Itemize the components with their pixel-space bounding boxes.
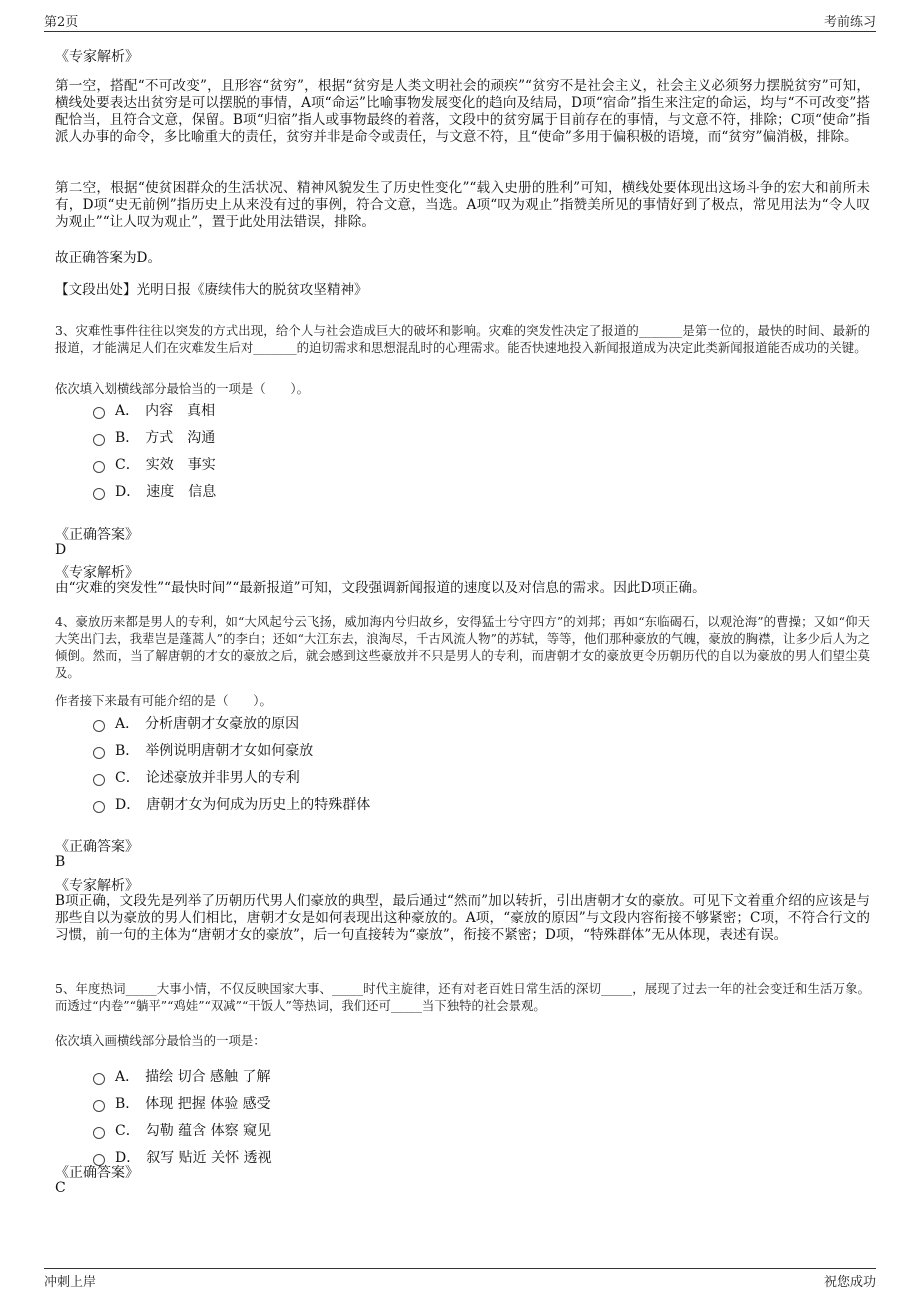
radio-icon[interactable] <box>93 774 105 786</box>
question-prompt: 作者接下来最有可能介绍的是（ ）。 <box>55 693 272 708</box>
correct-answer: C <box>55 1180 66 1196</box>
analysis-paragraph: 由“灾难的突发性”“最快时间”“最新报道”可知，文段强调新闻报道的速度以及对信息的需求。因此D项正确。 <box>55 580 706 596</box>
conclusion-text: 故正确答案为D。 <box>55 250 162 266</box>
option-a[interactable]: A． 内容 真相 <box>93 396 793 423</box>
option-b[interactable]: B． 体现 把握 体验 感受 <box>93 1089 793 1116</box>
radio-icon[interactable] <box>93 1073 105 1085</box>
radio-icon[interactable] <box>93 434 105 446</box>
option-c[interactable]: C． 实效 事实 <box>93 450 793 477</box>
question-text: 3、灾难性事件往往以突发的方式出现，给个人与社会造成巨大的破坏和影响。灾难的突发性决定了报道的_______是第一位的，最快的时间、最新的报道，才能满足人们在灾难发生后对_______的迫切需求和思想混乱时的心理需求。能否快速地投入新闻报道成为决定此类新闻报道能否成功的关键。 <box>55 323 870 355</box>
analysis-label: 《专家解析》 <box>55 49 139 65</box>
footer-left: 冲刺上岸 <box>44 1275 97 1290</box>
radio-icon[interactable] <box>93 461 105 473</box>
question-text: 4、豪放历来都是男人的专利，如“大风起兮云飞扬，威加海内兮归故乡，安得猛士兮守四方”的刘邦；再如“东临碣石，以观沧海”的曹操；又如“仰天大笑出门去，我辈岂是蓬蒿人”的李白；还如“大江东去，浪淘尽，千古风流人物”的苏轼，等等，他们那种豪放的气魄，豪放的胸襟，让多少后人为之倾倒。然而，当了解唐朝的才女的豪放之后，就会感到这些豪放并不只是男人的专利，而唐朝才女的豪放更令历朝历代的自以为豪放的男人们望尘莫及。 <box>55 614 870 680</box>
option-list <box>93 1062 793 1170</box>
radio-icon[interactable] <box>93 1100 105 1112</box>
radio-icon[interactable] <box>93 720 105 732</box>
option-d[interactable]: D． 速度 信息 <box>93 477 793 504</box>
question-prompt: 依次填入画横线部分最恰当的一项是： <box>55 1033 266 1048</box>
page-number: 第2页 <box>44 15 79 30</box>
option-b[interactable]: B． 方式 沟通 <box>93 423 793 450</box>
page-footer <box>44 1268 876 1292</box>
radio-icon[interactable] <box>93 801 105 813</box>
question-prompt: 依次填入划横线部分最恰当的一项是（ ）。 <box>55 381 310 396</box>
analysis-paragraph: B项正确，文段先是列举了历朝历代男人们豪放的典型，最后通过“然而”加以转折，引出唐朝才女的豪放。可见下文着重介绍的应该是与那些自以为豪放的男人们相比，唐朝才女是如何表现出这种豪放的。A项，“豪放的原因”与文段内容衔接不够紧密；C项，不符合行文的习惯，前一句的主体为“唐朝才女的豪放”，后一句直接转为“豪放”，衔接不紧密；D项，“特殊群体”无从体现，表述有误。 <box>55 893 870 943</box>
radio-icon[interactable] <box>93 747 105 759</box>
radio-icon[interactable] <box>93 407 105 419</box>
option-b[interactable]: B． 举例说明唐朝才女如何豪放 <box>93 736 793 763</box>
correct-answer-label: 《正确答案》 <box>55 839 139 855</box>
question-text: 5、年度热词_____大事小情，不仅反映国家大事、_____时代主旋律，还有对老百姓日常生活的深切_____，展现了过去一年的社会变迁和生活万象。而透过“内卷”“躺平”“鸡娃”“双减”“干饭人”等热词，我们还可_____当下独特的社会景观。 <box>55 981 870 1013</box>
source-note: 【文段出处】光明日报《赓续伟大的脱贫攻坚精神》 <box>55 282 368 298</box>
option-d[interactable]: D． 唐朝才女为何成为历史上的特殊群体 <box>93 790 793 817</box>
option-c[interactable]: C． 勾勒 蕴含 体察 窥见 <box>93 1116 793 1143</box>
option-list <box>93 709 793 817</box>
correct-answer-label: 《正确答案》 <box>55 1165 139 1181</box>
footer-right: 祝您成功 <box>823 1275 876 1290</box>
option-a[interactable]: A． 描绘 切合 感触 了解 <box>93 1062 793 1089</box>
radio-icon[interactable] <box>93 1127 105 1139</box>
option-a[interactable]: A． 分析唐朝才女豪放的原因 <box>93 709 793 736</box>
analysis-label: 《专家解析》 <box>55 565 139 581</box>
analysis-paragraph: 第二空，根据“使贫困群众的生活状况、精神风貌发生了历史性变化”“载入史册的胜利”可知，横线处要体现出这场斗争的宏大和前所未有，D项“史无前例”指历史上从来没有过的事例，符合文意，当选。A项“叹为观止”指赞美所见的事情好到了极点，常见用法为“令人叹为观止”“让人叹为观止”，置于此处用法错误，排除。 <box>55 180 870 230</box>
correct-answer-label: 《正确答案》 <box>55 527 139 543</box>
header-title: 考前练习 <box>823 15 876 30</box>
analysis-paragraph: 第一空，搭配“不可改变”，且形容“贫穷”，根据“贫穷是人类文明社会的顽疾”“贫穷不是社会主义，社会主义必须努力摆脱贫穷”可知，横线处要表达出贫穷是可以摆脱的事情，A项“命运”比喻事物发展变化的趋向及结局，D项“宿命”指生来注定的命运，均与“不可改变”搭配恰当，且符合文意，保留。B项“归宿”指人或事物最终的着落，文段中的贫穷属于目前存在的事情，与文意不符，排除；C项“使命”指派人办事的命令，多比喻重大的责任，贫穷并非是命令或责任，与文意不符，且“使命”多用于偏积极的语境，而“贫穷”偏消极，排除。 <box>55 78 870 145</box>
page-header <box>44 10 876 32</box>
option-d[interactable]: D． 叙写 贴近 关怀 透视 <box>93 1143 793 1170</box>
analysis-label: 《专家解析》 <box>55 878 139 894</box>
option-c[interactable]: C． 论述豪放并非男人的专利 <box>93 763 793 790</box>
correct-answer: B <box>55 854 66 870</box>
option-list <box>93 396 793 504</box>
correct-answer: D <box>55 542 67 558</box>
radio-icon[interactable] <box>93 488 105 500</box>
